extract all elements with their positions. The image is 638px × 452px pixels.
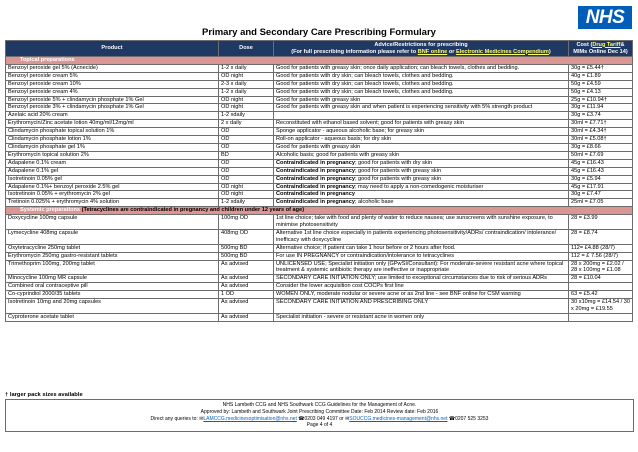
dose-cell: 100mg OD bbox=[219, 215, 274, 230]
cost-cell: 63 = £5.42 bbox=[569, 291, 633, 299]
cost-cell: 30ml = £4.34† bbox=[569, 128, 633, 136]
table-row bbox=[6, 215, 633, 230]
cost-cell: 28 = £3.99 bbox=[569, 215, 633, 230]
advice-cell: Alternative 1st line choice especially in patients experiencing photosensitivity/ADRs/ contraindication/ intolerance/ inefficacy with doxycycline bbox=[274, 229, 569, 244]
cost-cell: 28 = £8.74 bbox=[569, 229, 633, 244]
advice-cell: 1st line choice; take with food and plenty of water to reduce nausea; use sunscreens with sunshine exposure, to minimise photosensitivity bbox=[274, 215, 569, 230]
dose-cell: 500mg BD bbox=[219, 244, 274, 252]
advice-text: ; may need to apply a non-comedogenic moisturiser bbox=[354, 183, 484, 190]
advice-cell: Good for patients with dry skin; can bleach towels, clothes and bedding. bbox=[274, 72, 569, 80]
section-topical bbox=[6, 57, 633, 65]
drug-tariff-link[interactable]: Drug Tariff bbox=[592, 41, 621, 48]
table-row bbox=[6, 244, 633, 252]
cost-cell: 30g = £5.44† bbox=[569, 64, 633, 72]
product-cell: Isotretinoin 0.05% gel bbox=[6, 175, 219, 183]
product-cell: Benzoyl peroxide 5% + clindamycin phosphate 1% Gel bbox=[6, 96, 219, 104]
cost-cell: 30g = £7.47 bbox=[569, 191, 633, 199]
cost-cell: 45g = £17.91 bbox=[569, 183, 633, 191]
table-row bbox=[6, 275, 633, 283]
advice-cell: Good for patients with greasy skin and when patient is experiencing sensitivity with 5% strength product bbox=[274, 104, 569, 112]
footer bbox=[5, 399, 634, 432]
advice-cell: Specialist initiation - severe or resistant acne in women only bbox=[274, 313, 569, 321]
product-cell: Isotretinoin 0.05% + erythromycin 2% gel bbox=[6, 191, 219, 199]
dose-cell: OD night bbox=[219, 183, 274, 191]
product-cell: Trimethoprim 100mg, 200mg tablet bbox=[6, 260, 219, 275]
cost-cell: 28 = £10.04 bbox=[569, 275, 633, 283]
pregnancy-warning: Contraindicated in pregnancy bbox=[276, 175, 355, 182]
advice-cell bbox=[274, 159, 569, 167]
advice-cell: Good for patients with dry skin; can bleach towels, clothes and bedding. bbox=[274, 88, 569, 96]
advice-or: or bbox=[448, 48, 455, 55]
phone-icon: ☎ bbox=[298, 415, 305, 422]
table-row bbox=[6, 167, 633, 175]
advice-cell: Good for patients with greasy skin bbox=[274, 143, 569, 151]
cost-cell: 30ml = £7.71† bbox=[569, 120, 633, 128]
pregnancy-warning: Contraindicated in pregnancy bbox=[276, 183, 355, 190]
advice-text: ; alcoholic base bbox=[354, 199, 394, 206]
dose-cell: OD bbox=[219, 143, 274, 151]
cost-cell: 25g = £10.94† bbox=[569, 96, 633, 104]
advice-cell: Sponge applicator - aqueous alcoholic base; for greasy skin bbox=[274, 128, 569, 136]
cost-cell: 45g = £16.43 bbox=[569, 159, 633, 167]
table-row bbox=[6, 80, 633, 88]
product-cell: Isotretinoin 10mg and 20mg capsules bbox=[6, 299, 219, 314]
advice-cell: SECONDARY CARE INITIATION AND PRESCRIBING ONLY bbox=[274, 299, 569, 314]
footer-or: or bbox=[339, 415, 344, 422]
cost-cell: 30g = £11.94 bbox=[569, 104, 633, 112]
pregnancy-warning: Contraindicated in pregnancy bbox=[276, 191, 355, 198]
bnf-online-link[interactable]: BNF online bbox=[417, 48, 448, 55]
cost-cell: 112= £4.88 (28/7) bbox=[569, 244, 633, 252]
table-row bbox=[6, 175, 633, 183]
cost-cell: 28 x 200mg = £2.02 / 28 x 100mg = £1.08 bbox=[569, 260, 633, 275]
product-cell: Clindamycin phosphate topical solution 1% bbox=[6, 128, 219, 136]
advice-cell: Alcoholic basis; good for patients with greasy skin bbox=[274, 151, 569, 159]
table-row bbox=[6, 104, 633, 112]
phone-icon: ☎ bbox=[448, 415, 456, 422]
advice-subtitle bbox=[276, 49, 566, 56]
product-cell: Benzoyl peroxide cream 5% bbox=[6, 72, 219, 80]
product-cell: Minocycline 100mg MR capsule bbox=[6, 275, 219, 283]
phone-lambeth: 0203 049 4197 bbox=[304, 415, 338, 422]
product-cell: Benzoyl peroxide 3% + clindamycin phosphate 1% Gel bbox=[6, 104, 219, 112]
cost-cell: 112 = £ 7.56 (28/7) bbox=[569, 252, 633, 260]
table-row bbox=[6, 291, 633, 299]
table-row bbox=[6, 128, 633, 136]
cost-cell: 50ml = £7.69 bbox=[569, 151, 633, 159]
page-title: Primary and Secondary Care Prescribing Formulary bbox=[202, 27, 436, 38]
advice-cell: Roll-on applicator - aqueous basis; for dry skin bbox=[274, 136, 569, 144]
dose-cell: As advised bbox=[219, 313, 274, 321]
product-cell: Erythromycin topical solution 2% bbox=[6, 151, 219, 159]
table-row bbox=[6, 112, 633, 120]
dose-cell: OD bbox=[219, 175, 274, 183]
product-cell: Clindamycin phosphate gel 1% bbox=[6, 143, 219, 151]
advice-cell: For use IN PREGNANCY or contraindication/intolerance to tetracyclines bbox=[274, 252, 569, 260]
dose-cell: OD bbox=[219, 136, 274, 144]
product-cell: Oxytetracycline 250mg tablet bbox=[6, 244, 219, 252]
pregnancy-warning: Contraindicated in pregnancy bbox=[276, 167, 355, 174]
dose-cell: OD bbox=[219, 128, 274, 136]
table-row bbox=[6, 88, 633, 96]
table-row bbox=[6, 159, 633, 167]
section-systemic-label bbox=[6, 207, 633, 215]
product-cell: Adapalene 0.1% cream bbox=[6, 159, 219, 167]
table-row bbox=[6, 96, 633, 104]
dose-cell: OD bbox=[219, 159, 274, 167]
product-cell: Tretinoin 0.025% + erythromycin 4% solution bbox=[6, 199, 219, 207]
product-cell: Azelaic acid 20% cream bbox=[6, 112, 219, 120]
cost-line2: MIMs Online Dec 14) bbox=[573, 48, 628, 55]
pregnancy-warning: Contraindicated in pregnancy bbox=[276, 199, 355, 206]
table-row bbox=[6, 260, 633, 275]
advice-cell: Consider the lower acquisition cost COCPs first line bbox=[274, 283, 569, 291]
advice-cell bbox=[274, 175, 569, 183]
advice-sub-prefix: (For full prescribing information please refer to bbox=[291, 48, 417, 55]
pack-size-note: † larger pack sizes available bbox=[5, 392, 83, 398]
dose-cell: As advised bbox=[219, 299, 274, 314]
section-systemic bbox=[6, 207, 633, 215]
advice-cell: Reconstituted with ethanol based solvent; good for patients with greasy skin bbox=[274, 120, 569, 128]
cost-cell: 50g = £4.59 bbox=[569, 80, 633, 88]
dose-cell: OD night bbox=[219, 104, 274, 112]
dose-cell: OD night bbox=[219, 191, 274, 199]
advice-cell: SECONDARY CARE INITIATION ONLY; use limited to exceptional circumstances due to risk of serious ADRs bbox=[274, 275, 569, 283]
product-cell: Clindamycin phosphate lotion 1% bbox=[6, 136, 219, 144]
cost-cell: 40g = £1.89 bbox=[569, 72, 633, 80]
dose-cell: 1-2 xdaily bbox=[219, 199, 274, 207]
advice-cell: Good for patients with greasy skin; once daily application; can bleach towels, clothes and bedding. bbox=[274, 64, 569, 72]
product-cell: Cyproterone acetate tablet bbox=[6, 313, 219, 321]
advice-cell: Good for patients with dry skin; can bleach towels, clothes and bedding. bbox=[274, 80, 569, 88]
table-row bbox=[6, 199, 633, 207]
col-product-header: Product bbox=[6, 41, 219, 57]
advice-cell: Good for patients with greasy skin bbox=[274, 96, 569, 104]
advice-cell bbox=[274, 191, 569, 199]
page-number: Page 4 of 4 bbox=[306, 422, 333, 429]
advice-cell bbox=[274, 167, 569, 175]
product-cell: Benzoyl peroxide gel 5% (Acnecide) bbox=[6, 64, 219, 72]
table-row bbox=[6, 151, 633, 159]
col-dose-header: Dose bbox=[219, 41, 274, 57]
email-link-southwark[interactable]: SOUCCG.medicines-management@nhs.net bbox=[349, 415, 448, 422]
cost-cell bbox=[569, 313, 633, 321]
cost-cell: 30g = £8.66 bbox=[569, 143, 633, 151]
advice-title: Advice/Restrictions for prescribing bbox=[374, 41, 468, 48]
product-cell: Lymecycline 408mg capsule bbox=[6, 229, 219, 244]
dose-cell: OD night bbox=[219, 72, 274, 80]
product-cell: Benzoyl peroxide cream 4% bbox=[6, 88, 219, 96]
cost-cell: 30ml = £5.08† bbox=[569, 136, 633, 144]
product-cell: Co-cyprindiol 2000/35 tablets bbox=[6, 291, 219, 299]
dose-cell: 2 x daily bbox=[219, 120, 274, 128]
dose-cell: OD night bbox=[219, 96, 274, 104]
table-row bbox=[6, 136, 633, 144]
advice-cell bbox=[274, 112, 569, 120]
advice-text: ; good for patients with greasy skin bbox=[354, 175, 442, 182]
cost-cell: 50g = £4.13 bbox=[569, 88, 633, 96]
col-advice-header bbox=[274, 41, 569, 57]
product-cell: Benzoyl peroxide cream 10% bbox=[6, 80, 219, 88]
product-cell: Combined oral contraceptive pill bbox=[6, 283, 219, 291]
nhs-logo: NHS bbox=[578, 6, 632, 29]
advice-cell bbox=[274, 183, 569, 191]
table-row bbox=[6, 313, 633, 321]
email-icon: ✉ bbox=[199, 415, 204, 422]
cost-cell: 30g = £5.94 bbox=[569, 175, 633, 183]
formulary-table bbox=[5, 40, 633, 322]
dose-cell: As advised bbox=[219, 260, 274, 275]
advice-text: ; good for patients with greasy skin bbox=[354, 167, 442, 174]
footer-line1: NHS Lambeth CCG and NHS Southwark CCG Guidelines for the Management of Acne. bbox=[222, 402, 417, 408]
cost-cell: 45g = £16.43 bbox=[569, 167, 633, 175]
footer-contact-prefix: Direct any queries to: bbox=[150, 415, 198, 422]
table-header-row bbox=[6, 41, 633, 57]
advice-cell: Alternative choice; if patient can take 1 hour before or 2 hours after food. bbox=[274, 244, 569, 252]
advice-cell bbox=[274, 199, 569, 207]
dose-cell: 408mg OD bbox=[219, 229, 274, 244]
table-row bbox=[6, 72, 633, 80]
dose-cell: 2-3 x daily bbox=[219, 80, 274, 88]
table-row bbox=[6, 143, 633, 151]
table-row bbox=[6, 252, 633, 260]
dose-cell: BD bbox=[219, 151, 274, 159]
table-row bbox=[6, 299, 633, 314]
product-cell: Adapalene 0.1% gel bbox=[6, 167, 219, 175]
email-icon: ✉ bbox=[345, 415, 350, 422]
section-topical-label: Topical preparations bbox=[6, 57, 633, 65]
email-link-lambeth[interactable]: LAMCCG.medicinesoptimisation@nhs.net bbox=[203, 415, 297, 422]
cost-cell bbox=[569, 283, 633, 291]
dose-cell: 1 OD bbox=[219, 291, 274, 299]
footer-contact bbox=[6, 416, 633, 423]
col-cost-header bbox=[569, 41, 633, 57]
dose-cell: As advised bbox=[219, 275, 274, 283]
product-cell: Erythromycin/Zinc acetate lotion 40mg/ml/12mg/ml bbox=[6, 120, 219, 128]
advice-text: ; good for patients with dry skin bbox=[354, 159, 433, 166]
product-cell: Adapalene 0.1%+ benzoyl peroxide 2.5% gel bbox=[6, 183, 219, 191]
dose-cell: As advised bbox=[219, 283, 274, 291]
cost-prefix: Cost ( bbox=[576, 41, 593, 48]
table-row bbox=[6, 229, 633, 244]
cost-cell: 30g = £3.74 bbox=[569, 112, 633, 120]
dose-cell: 1-2 x daily bbox=[219, 64, 274, 72]
advice-sub-suffix: ) bbox=[548, 48, 551, 55]
cost-cell: 25ml = £7.05 bbox=[569, 199, 633, 207]
advice-cell: WOMEN ONLY, moderate nodular or severe acne or as 2nd line - see BNF online for CSM warning bbox=[274, 291, 569, 299]
phone-southwark: 0207 525 3253 bbox=[455, 415, 489, 422]
section-systemic-title: Systemic preparations bbox=[20, 207, 81, 214]
dose-cell: 1-2 x daily bbox=[219, 88, 274, 96]
product-cell: Doxycycline 100mg capsule bbox=[6, 215, 219, 230]
emc-link[interactable]: Electronic Medicines Compendium bbox=[455, 48, 549, 55]
advice-cell: UNLICENSED USE; Specialist initiation only (GPwSI/Consultant): For moderate-severe resistant acne where topical treatment & systemic antibiotic therapy are ineffective or inappropriate bbox=[274, 260, 569, 275]
footer-line2: Approved by: Lambeth and Southwark Joint Prescribing Committee Date: Feb 2014 Review date: Feb 2016 bbox=[200, 408, 439, 415]
table-row bbox=[6, 120, 633, 128]
table-row bbox=[6, 64, 633, 72]
dose-cell: OD bbox=[219, 167, 274, 175]
table-row bbox=[6, 191, 633, 199]
table-row bbox=[6, 183, 633, 191]
dose-cell: 500mg BD bbox=[219, 252, 274, 260]
dose-cell: 1-2 xdaily bbox=[219, 112, 274, 120]
section-systemic-note: (Tetracyclines are contraindicated in pregnancy and children under 12 years of age) bbox=[81, 207, 305, 214]
cost-suffix: & bbox=[620, 41, 625, 48]
product-cell: Erythromycin 250mg gastro-resistant tablets bbox=[6, 252, 219, 260]
pregnancy-warning: Contraindicated in pregnancy bbox=[276, 159, 355, 166]
table-row bbox=[6, 283, 633, 291]
cost-cell: 30 x10mg = £14.54 / 30 x 20mg = £19.55 bbox=[569, 299, 633, 314]
